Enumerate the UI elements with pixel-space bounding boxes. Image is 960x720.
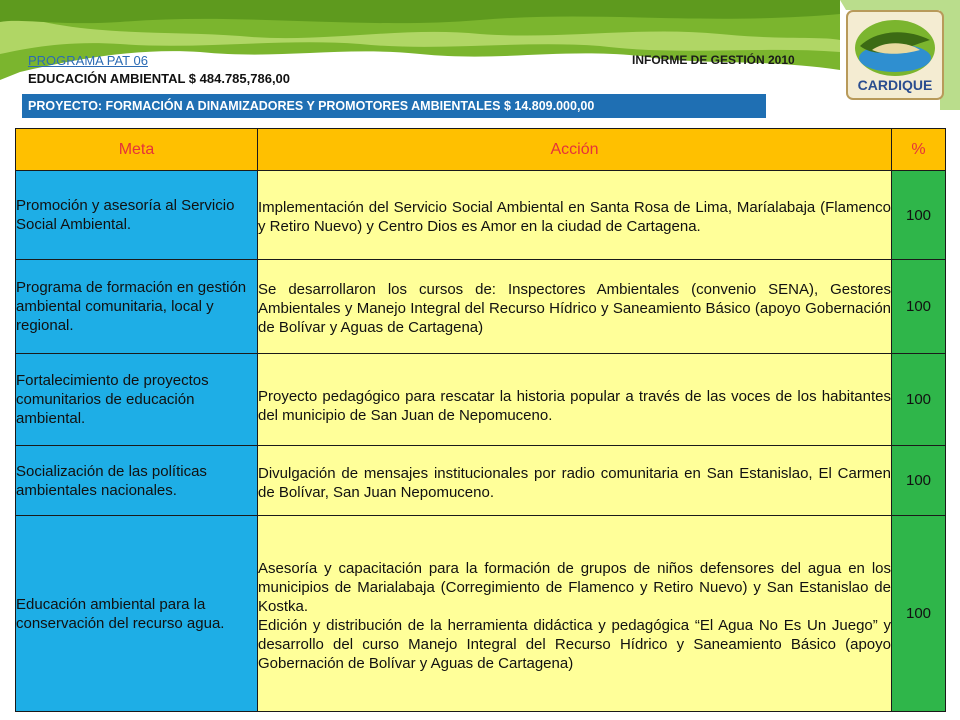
header-meta: Meta (16, 129, 258, 171)
pct-cell: 100 (892, 171, 946, 260)
header-pct: % (892, 129, 946, 171)
meta-cell: Educación ambiental para la conservación del recurso agua. (16, 516, 258, 712)
accion-cell (258, 354, 892, 446)
logo-text: CARDIQUE (857, 77, 933, 93)
education-budget: EDUCACIÓN AMBIENTAL $ 484.785,786,00 (28, 71, 291, 86)
accion-text: Implementación del Servicio Social Ambiental en Santa Rosa de Lima, Maríalabaja (Flamenco y Retiro Nuevo) y Centro Dios es Amor en la ciudad de Cartagena. (258, 199, 891, 235)
table-row (16, 446, 946, 516)
meta-cell: Promoción y asesoría al Servicio Social Ambiental. (16, 171, 258, 260)
accion-cell (258, 446, 892, 516)
pct-cell: 100 (892, 354, 946, 446)
meta-cell: Programa de formación en gestión ambiental comunitaria, local y regional. (16, 260, 258, 354)
table-row (16, 171, 946, 260)
accion-text: Se desarrollaron los cursos de: Inspectores Ambientales (convenio SENA), Gestores Ambientales y Manejo Integral del Recurso Hídrico y Saneamiento Básico (apoyo Gobernación de Bolívar y Aguas de Cartagena) (258, 281, 891, 336)
header-accion: Acción (258, 129, 892, 171)
meta-cell: Socialización de las políticas ambientales nacionales. (16, 446, 258, 516)
accion-cell (258, 260, 892, 354)
pct-cell: 100 (892, 260, 946, 354)
accion-text: Proyecto pedagógico para rescatar la historia popular a través de las voces de los habitantes del municipio de San Juan de Nepomuceno. (258, 387, 891, 424)
pct-cell: 100 (892, 446, 946, 516)
pct-cell: 100 (892, 516, 946, 712)
accion-text: Divulgación de mensajes institucionales por radio comunitaria en San Estanislao, El Carmen de Bolívar, San Juan Nepomuceno. (258, 464, 891, 501)
cardique-logo (846, 10, 944, 100)
table-header-row (16, 129, 946, 171)
report-title: INFORME DE GESTIÓN 2010 (632, 53, 795, 67)
accion-text-2: Edición y distribución de la herramienta didáctica y pedagógica “El Agua No Es Un Juego” y desarrollo del curso Manejo Integral del Recurso Hídrico y Saneamiento Básico (apoyo Gobernación de Bolívar y Aguas de Cartagena) (258, 616, 891, 672)
table-row (16, 516, 946, 712)
accion-cell (258, 171, 892, 260)
table-row (16, 260, 946, 354)
accion-cell (258, 516, 892, 712)
accion-text: Asesoría y capacitación para la formación de grupos de niños defensores del agua en los municipios de Marialabaja (Corregimiento de Flamenco y Retiro Nuevo) y San Estanislao de Kostka. (258, 559, 891, 615)
table-row (16, 354, 946, 446)
meta-cell: Fortalecimiento de proyectos comunitarios de educación ambiental. (16, 354, 258, 446)
actions-table (15, 128, 946, 712)
program-label: PROGRAMA PAT 06 (28, 53, 148, 68)
project-title: PROYECTO: FORMACIÓN A DINAMIZADORES Y PROMOTORES AMBIENTALES $ 14.809.000,00 (28, 99, 595, 113)
